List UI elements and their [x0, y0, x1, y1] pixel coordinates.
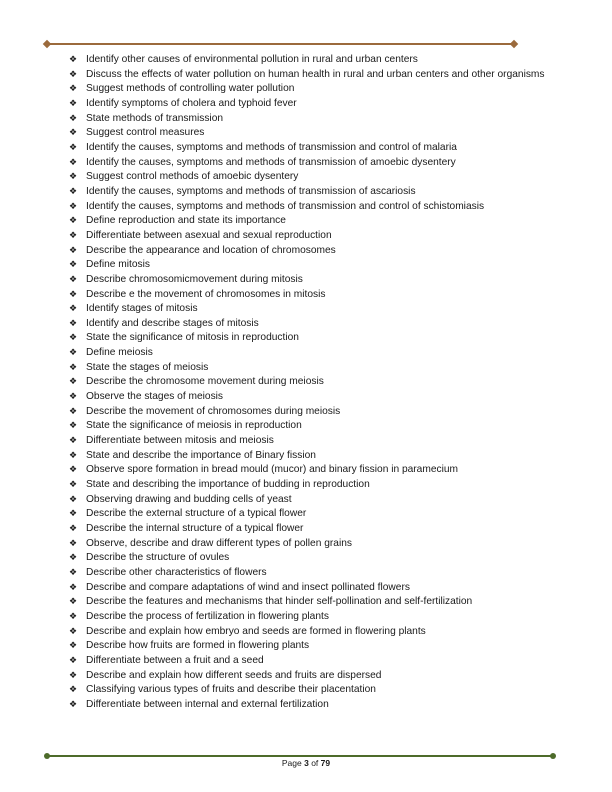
list-item-text: Identify symptoms of cholera and typhoid fever	[86, 97, 297, 109]
page-label: Page	[281, 758, 302, 768]
diamond-bullet-icon: ❖	[68, 626, 78, 637]
list-item-text: State the significance of meiosis in reproduction	[86, 420, 302, 432]
list-item-text: Describe the external structure of a typical flower	[86, 508, 307, 520]
list-item	[66, 390, 560, 405]
diamond-bullet-icon: ❖	[68, 142, 78, 153]
diamond-bullet-icon: ❖	[68, 655, 78, 666]
list-item	[66, 610, 560, 625]
list-item-text: Observe, describe and draw different types of pollen grains	[86, 537, 352, 549]
header-divider	[47, 43, 514, 45]
diamond-bullet-icon: ❖	[68, 524, 78, 534]
list-item	[66, 537, 560, 552]
footer-divider	[47, 755, 553, 757]
list-item	[66, 375, 560, 390]
list-item	[66, 214, 560, 229]
list-item	[66, 273, 560, 288]
diamond-bullet-icon: ❖	[68, 157, 78, 168]
diamond-bullet-icon: ❖	[68, 186, 78, 197]
list-item	[66, 200, 560, 215]
list-item-text: Describe chromosomicmovement during mitosis	[86, 273, 303, 285]
list-item	[66, 288, 560, 303]
list-item-text: Identify the causes, symptoms and methods of transmission of ascariosis	[86, 185, 416, 197]
diamond-bullet-icon: ❖	[68, 201, 78, 212]
list-item-text: Identify stages of mitosis	[86, 303, 198, 315]
list-item-text: State the significance of mitosis in reproduction	[86, 332, 299, 344]
diamond-bullet-icon: ❖	[68, 172, 78, 183]
list-item-text: Define reproduction and state its importance	[86, 215, 286, 227]
diamond-bullet-icon: ❖	[68, 245, 78, 256]
list-item	[66, 434, 560, 449]
diamond-bullet-icon: ❖	[68, 362, 78, 373]
diamond-ornament-left	[43, 40, 51, 48]
diamond-bullet-icon: ❖	[68, 582, 78, 593]
diamond-bullet-icon: ❖	[68, 392, 78, 403]
diamond-bullet-icon: ❖	[68, 465, 78, 476]
list-item-text: Suggest control measures	[86, 127, 205, 139]
diamond-bullet-icon: ❖	[68, 230, 78, 241]
list-item	[66, 331, 560, 346]
list-item	[66, 669, 560, 684]
list-item-text: Define meiosis	[86, 347, 153, 359]
list-item-text: Identify and describe stages of mitosis	[86, 317, 259, 329]
list-item-text: State and describing the importance of budding in reproduction	[86, 479, 370, 491]
list-item	[66, 595, 560, 610]
diamond-bullet-icon: ❖	[68, 318, 78, 329]
diamond-bullet-icon: ❖	[68, 216, 78, 227]
list-item	[66, 97, 560, 112]
list-item-text: Differentiate between internal and external fertilization	[86, 698, 329, 710]
list-item	[66, 405, 560, 420]
diamond-bullet-icon: ❖	[68, 685, 78, 696]
list-item-text: Identify the causes, symptoms and methods of transmission of amoebic dysentery	[86, 156, 456, 168]
diamond-bullet-icon: ❖	[68, 480, 78, 491]
list-item	[66, 683, 560, 698]
diamond-bullet-icon: ❖	[68, 641, 78, 652]
list-item	[66, 419, 560, 434]
list-item-text: Differentiate between mitosis and meiosis	[86, 435, 274, 447]
list-item-text: Suggest methods of controlling water pollution	[86, 83, 295, 95]
diamond-bullet-icon: ❖	[68, 406, 78, 417]
list-item-text: Describe the features and mechanisms that hinder self-pollination and self-fertilization	[86, 596, 473, 608]
list-item	[66, 82, 560, 97]
list-item-text: Differentiate between a fruit and a seed	[86, 654, 264, 666]
list-item-text: Observe the stages of meiosis	[86, 391, 224, 403]
list-item-text: Describe and compare adaptations of wind and insect pollinated flowers	[86, 581, 410, 593]
list-item-text: Describe the structure of ovules	[86, 552, 230, 564]
diamond-bullet-icon: ❖	[68, 260, 78, 271]
diamond-bullet-icon: ❖	[68, 55, 78, 65]
list-item	[66, 185, 560, 200]
list-item	[66, 258, 560, 273]
list-item-text: Identify the causes, symptoms and methods of transmission and control of schistomiasis	[86, 200, 485, 212]
list-item-text: Describe e the movement of chromosomes in mitosis	[86, 288, 326, 300]
list-item	[66, 581, 560, 596]
diamond-bullet-icon: ❖	[68, 113, 78, 124]
list-item	[66, 156, 560, 171]
list-item	[66, 244, 560, 259]
diamond-bullet-icon: ❖	[68, 289, 78, 300]
list-item-text: Describe the chromosome movement during meiosis	[86, 376, 324, 388]
diamond-bullet-icon: ❖	[68, 699, 78, 710]
list-item	[66, 478, 560, 493]
diamond-bullet-icon: ❖	[68, 128, 78, 139]
list-item-text: Describe and explain how different seeds and fruits are dispersed	[86, 669, 382, 681]
list-item	[66, 68, 560, 83]
list-item-text: Describe the movement of chromosomes during meiosis	[86, 405, 341, 417]
list-item	[66, 126, 560, 141]
diamond-bullet-icon: ❖	[68, 670, 78, 681]
list-item	[66, 463, 560, 478]
list-item	[66, 449, 560, 464]
diamond-bullet-icon: ❖	[68, 377, 78, 388]
diamond-bullet-icon: ❖	[68, 553, 78, 564]
objectives-list	[66, 53, 560, 713]
of-label: of	[311, 758, 319, 768]
diamond-bullet-icon: ❖	[68, 538, 78, 549]
list-item	[66, 654, 560, 669]
diamond-bullet-icon: ❖	[68, 348, 78, 359]
list-item-text: Discuss the effects of water pollution on human health in rural and urban centers and other organisms	[86, 68, 545, 80]
list-item-text: State and describe the importance of Binary fission	[86, 449, 316, 461]
current-page-number: 3	[304, 758, 309, 768]
list-item-text: Describe and explain how embryo and seeds are formed in flowering plants	[86, 625, 426, 637]
diamond-bullet-icon: ❖	[68, 304, 78, 315]
list-item	[66, 639, 560, 654]
list-item	[66, 698, 560, 713]
list-item-text: Describe the internal structure of a typical flower	[86, 523, 304, 534]
list-item	[66, 566, 560, 581]
diamond-bullet-icon: ❖	[68, 98, 78, 109]
list-item	[66, 507, 560, 522]
list-item	[66, 493, 560, 508]
list-item-text: Classifying various types of fruits and describe their placentation	[86, 684, 376, 696]
diamond-bullet-icon: ❖	[68, 274, 78, 285]
list-item-text: Describe the appearance and location of chromosomes	[86, 244, 336, 256]
list-item	[66, 625, 560, 640]
list-item-text: Identify other causes of environmental pollution in rural and urban centers	[86, 54, 418, 65]
total-pages-number: 79	[320, 758, 331, 768]
list-item	[66, 522, 560, 537]
list-item-text: Describe the process of fertilization in flowering plants	[86, 610, 329, 622]
diamond-ornament-right	[510, 40, 518, 48]
list-item	[66, 170, 560, 185]
list-item-text: State methods of transmission	[86, 112, 224, 124]
diamond-bullet-icon: ❖	[68, 436, 78, 447]
diamond-bullet-icon: ❖	[68, 450, 78, 461]
diamond-bullet-icon: ❖	[68, 333, 78, 344]
list-item-text: Observe spore formation in bread mould (mucor) and binary fission in paramecium	[86, 464, 459, 476]
list-item-text: Observing drawing and budding cells of yeast	[86, 493, 292, 505]
diamond-bullet-icon: ❖	[68, 494, 78, 505]
diamond-bullet-icon: ❖	[68, 597, 78, 608]
diamond-bullet-icon: ❖	[68, 421, 78, 432]
diamond-bullet-icon: ❖	[68, 509, 78, 520]
list-item	[66, 317, 560, 332]
list-item-text: State the stages of meiosis	[86, 361, 209, 373]
list-item-text: Identify the causes, symptoms and methods of transmission and control of malaria	[86, 141, 457, 153]
list-item	[66, 361, 560, 376]
diamond-bullet-icon: ❖	[68, 69, 78, 80]
list-item	[66, 229, 560, 244]
list-item-text: Suggest control methods of amoebic dysentery	[86, 171, 299, 183]
list-item	[66, 346, 560, 361]
diamond-bullet-icon: ❖	[68, 567, 78, 578]
diamond-bullet-icon: ❖	[68, 611, 78, 622]
diamond-bullet-icon: ❖	[68, 84, 78, 95]
page-footer	[0, 758, 612, 768]
list-item	[66, 53, 560, 68]
list-item-text: Describe other characteristics of flowers	[86, 566, 267, 578]
list-item-text: Define mitosis	[86, 259, 150, 271]
list-item-text: Differentiate between asexual and sexual reproduction	[86, 229, 332, 241]
list-item	[66, 551, 560, 566]
list-item	[66, 112, 560, 127]
list-item	[66, 302, 560, 317]
list-item-text: Describe how fruits are formed in flowering plants	[86, 640, 310, 652]
list-item	[66, 141, 560, 156]
